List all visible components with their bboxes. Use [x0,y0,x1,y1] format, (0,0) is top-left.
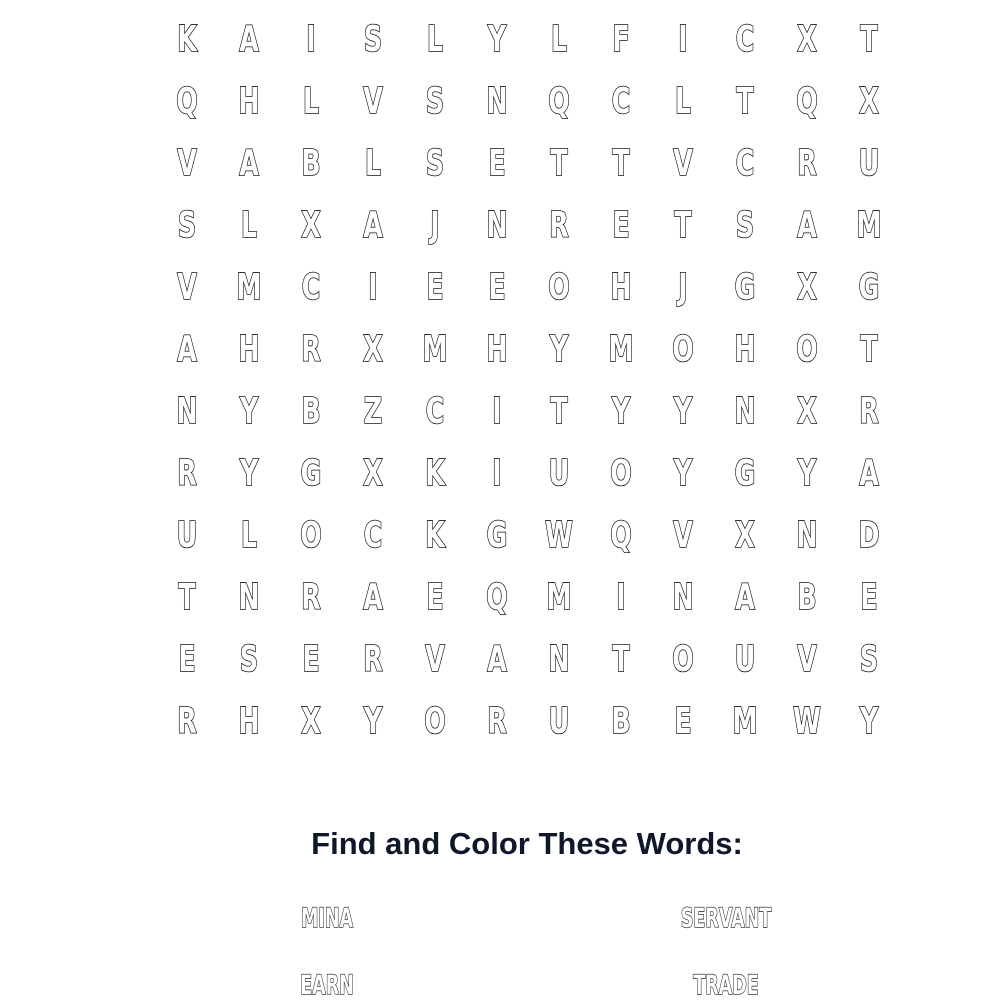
grid-letter[interactable]: M [608,328,634,370]
grid-letter[interactable]: S [239,638,259,680]
grid-letter[interactable]: C [363,514,383,556]
grid-letter[interactable]: V [673,514,693,556]
grid-letter[interactable]: R [797,142,817,184]
grid-letter[interactable]: W [793,700,821,742]
grid-letter[interactable]: E [488,266,506,308]
grid-letter[interactable]: Y [673,452,693,494]
grid-letter[interactable]: X [301,204,321,246]
grid-letter[interactable]: N [734,390,756,432]
grid-letter[interactable]: S [735,204,755,246]
grid-letter[interactable]: K [425,452,445,494]
grid-letter[interactable]: T [612,142,630,184]
grid-letter[interactable]: S [859,638,879,680]
grid-letter[interactable]: B [301,390,321,432]
grid-letter[interactable]: O [424,700,446,742]
grid-letter[interactable]: O [672,328,694,370]
grid-letter[interactable]: R [177,700,197,742]
grid-letter[interactable]: G [858,266,880,308]
grid-letter[interactable]: A [363,204,383,246]
grid-letter[interactable]: X [363,328,383,370]
grid-letter[interactable]: E [426,266,444,308]
grid-letter[interactable]: O [672,638,694,680]
grid-letter[interactable]: C [735,142,755,184]
grid-letter[interactable]: G [734,266,756,308]
grid-letter[interactable]: T [550,390,568,432]
grid-letter[interactable]: M [856,204,882,246]
grid-letter[interactable]: G [300,452,322,494]
grid-letter[interactable]: C [735,18,755,60]
grid-letter[interactable]: E [488,142,506,184]
grid-letter[interactable]: T [178,576,196,618]
grid-letter[interactable]: H [238,700,260,742]
grid-letter[interactable]: W [545,514,573,556]
grid-letter[interactable]: B [301,142,321,184]
grid-letter[interactable]: A [797,204,817,246]
grid-letter[interactable]: E [860,576,878,618]
grid-letter[interactable]: G [734,452,756,494]
grid-letter[interactable]: I [616,576,626,618]
grid-letter[interactable]: U [548,700,570,742]
grid-letter[interactable]: X [797,18,817,60]
grid-letter[interactable]: V [797,638,817,680]
grid-letter[interactable]: Q [486,576,508,618]
grid-letter[interactable]: V [177,266,197,308]
grid-letter[interactable]: A [239,142,259,184]
grid-letter[interactable]: Y [859,700,879,742]
grid-letter[interactable]: N [796,514,818,556]
grid-letter[interactable]: X [797,390,817,432]
grid-letter[interactable]: Z [363,390,383,432]
grid-letter[interactable]: J [678,266,688,308]
grid-letter[interactable]: Q [548,80,570,122]
grid-letter[interactable]: T [674,204,692,246]
grid-letter[interactable]: L [240,204,258,246]
grid-letter[interactable]: Q [610,514,632,556]
grid-letter[interactable]: L [674,80,692,122]
grid-letter[interactable]: Y [239,390,259,432]
grid-letter[interactable]: T [612,638,630,680]
grid-letter[interactable]: L [550,18,568,60]
grid-letter[interactable]: I [306,18,316,60]
grid-letter[interactable]: J [430,204,440,246]
grid-letter[interactable]: U [176,514,198,556]
grid-letter[interactable]: H [610,266,632,308]
grid-letter[interactable]: N [486,204,508,246]
grid-letter[interactable]: L [240,514,258,556]
grid-letter[interactable]: U [858,142,880,184]
grid-letter[interactable]: N [176,390,198,432]
grid-letter[interactable]: A [363,576,383,618]
grid-letter[interactable]: I [492,390,502,432]
grid-letter[interactable]: L [426,18,444,60]
word-list-item: EARN [300,970,354,1001]
grid-letter[interactable]: Y [797,452,817,494]
grid-letter[interactable]: S [177,204,197,246]
grid-letter[interactable]: B [797,576,817,618]
grid-letter[interactable]: V [673,142,693,184]
grid-letter[interactable]: Y [363,700,383,742]
grid-letter[interactable]: Y [673,390,693,432]
grid-letter[interactable]: X [363,452,383,494]
grid-letter[interactable]: S [363,18,383,60]
grid-letter[interactable]: N [238,576,260,618]
grid-letter[interactable]: Q [176,80,198,122]
grid-letter[interactable]: T [550,142,568,184]
instructions-heading: Find and Color These Words: [311,826,743,861]
grid-letter[interactable]: I [492,452,502,494]
grid-letter[interactable]: G [486,514,508,556]
grid-letter[interactable]: H [734,328,756,370]
grid-letter[interactable]: K [425,514,445,556]
grid-letter[interactable]: X [735,514,755,556]
letter-grid [156,8,900,752]
grid-letter[interactable]: D [858,514,880,556]
grid-letter[interactable]: S [425,80,445,122]
grid-letter[interactable]: B [611,700,631,742]
grid-letter[interactable]: A [487,638,507,680]
grid-letter[interactable]: N [548,638,570,680]
grid-letter[interactable]: A [735,576,755,618]
grid-letter[interactable]: N [672,576,694,618]
grid-letter[interactable]: I [368,266,378,308]
grid-letter[interactable]: E [302,638,320,680]
grid-letter[interactable]: A [859,452,879,494]
grid-letter[interactable]: V [177,142,197,184]
grid-letter[interactable]: Q [796,80,818,122]
grid-letter[interactable]: X [301,700,321,742]
grid-letter[interactable]: R [363,638,383,680]
grid-letter[interactable]: H [486,328,508,370]
grid-letter[interactable]: N [486,80,508,122]
grid-letter[interactable]: T [860,18,878,60]
grid-letter[interactable]: R [177,452,197,494]
grid-letter[interactable]: L [302,80,320,122]
grid-letter[interactable]: A [239,18,259,60]
grid-letter[interactable]: S [425,142,445,184]
grid-letter[interactable]: V [425,638,445,680]
word-list-item: SERVANT [680,903,772,934]
grid-letter[interactable]: O [548,266,570,308]
grid-letter[interactable]: R [301,576,321,618]
grid-letter[interactable]: Y [487,18,507,60]
grid-letter[interactable]: E [178,638,196,680]
grid-letter[interactable]: T [860,328,878,370]
grid-letter[interactable]: K [177,18,197,60]
grid-letter[interactable]: R [487,700,507,742]
grid-letter[interactable]: H [238,328,260,370]
grid-letter[interactable]: Y [611,390,631,432]
grid-letter[interactable]: O [300,514,322,556]
grid-letter[interactable]: F [612,18,630,60]
grid-letter[interactable]: R [859,390,879,432]
grid-letter[interactable]: R [301,328,321,370]
grid-letter[interactable]: C [611,80,631,122]
grid-letter[interactable]: I [678,18,688,60]
grid-letter[interactable]: U [734,638,756,680]
grid-letter[interactable]: M [236,266,262,308]
grid-letter[interactable]: O [610,452,632,494]
grid-letter[interactable]: E [426,576,444,618]
grid-letter[interactable]: X [859,80,879,122]
grid-letter[interactable]: V [363,80,383,122]
grid-letter[interactable]: Y [549,328,569,370]
word-list-item: MINA [300,903,354,934]
grid-letter[interactable]: T [736,80,754,122]
word-list-item: TRADE [693,970,759,1001]
grid-letter[interactable]: R [549,204,569,246]
grid-letter[interactable]: A [177,328,197,370]
grid-letter[interactable]: E [674,700,692,742]
grid-letter[interactable]: M [422,328,448,370]
grid-letter[interactable]: E [612,204,630,246]
grid-letter[interactable]: H [238,80,260,122]
grid-letter[interactable]: L [364,142,382,184]
grid-letter[interactable]: X [797,266,817,308]
grid-letter[interactable]: C [425,390,445,432]
grid-letter[interactable]: O [796,328,818,370]
grid-letter[interactable]: M [732,700,758,742]
grid-letter[interactable]: Y [239,452,259,494]
grid-letter[interactable]: U [548,452,570,494]
grid-letter[interactable]: M [546,576,572,618]
grid-letter[interactable]: C [301,266,321,308]
